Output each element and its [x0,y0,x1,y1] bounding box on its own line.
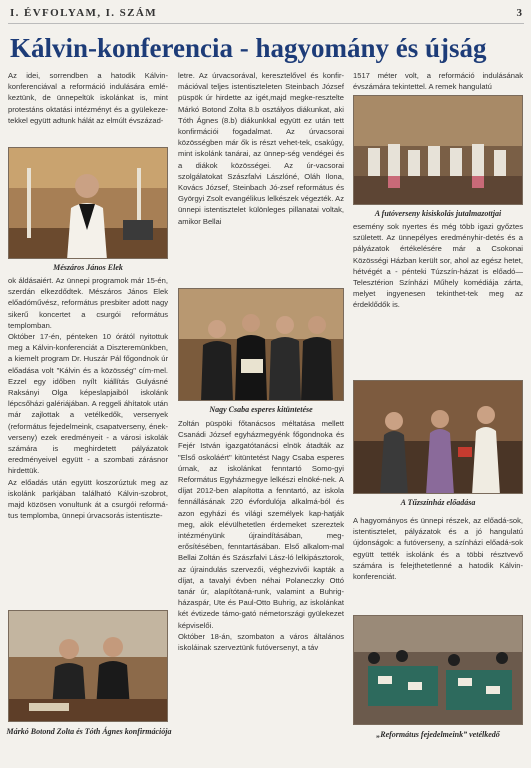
photo-fejedelmeink [353,615,523,725]
paragraph: Október 18-án, szombaton a város általános iskoláinak szerveztünk futóversenyt, a táv [178,631,344,653]
photo-tuzszinhaz [353,380,523,494]
paragraph: letre. Az úrvacsorával, keresztelővel és konfir-mációval teljes istentiszteleten Steinbach József püspök úr hirdette az igét,majd megke-resztelte Márkó Botond Zolta 8.b osztályos diákunkat, aki Tóth Ágnes (8.b) diákunkkal együtt ez után tett konfirmációi fogadalmat. Az úrvacsorai közösségben már ők is részt vehet-tek, csakúgy, mint iskolánk tanárai, az ünnep-ség vendégei és a diákok közösségei. Az úr-vacsorai szolgálatokat Szászfalvi Lászlóné, Oláh Ilona, Kovács József, Steinbach Jó-zsef református és Györgyi Zsolt evangélikus lelkészek végezték. Az ünnepi istentisztelet különleges pillanatai voltak, amikor Bellai [178,71,344,226]
photo-konfirmacio-image [9,611,168,722]
caption-photo5: A Tűzszínház előadása [400,498,476,507]
page-number: 3 [516,7,522,19]
photo-meszaros [8,147,168,259]
photo-meszaros-image [9,148,168,259]
caption-photo1: Mészáros János Elek [53,263,123,272]
article-headline: Kálvin-konferencia - hagyomány és újság [10,33,487,63]
photo-futoverseny [353,95,523,205]
paragraph: Zoltán püspöki főtanácsos méltatása mellett Csanádi József egyházmegyénk főgondnoka és Fejér István igazgatótanácsi elnök átadták az "Első oskoláért" kitüntetést Nagy Csaba esperes úrnak, az iskolánkat fenntartó Somo-gyi Református Egyházmegye lelkészi elnöké-nek. A díjat 2012-ben alapította a fenntartó, az iskola fennállásának 220 évfordulója alkalmá-ból és azon egyházi és világi személyek kap-hatják meg, akik elévülhetetlen érdemeket szereztek intézményünk újraindításában, meg-erősítésében, fenntartásában. Első alkalom-mal Bellai Zoltán és Szászfalvi Lász-ló lelkipásztorok, az újraindulás szervezői, véghezvivői kapták a díjat, a tavalyi évben néhai Polaneczky Ottó tanár úr, alapítótaná-runk, valamint a Buhrig-házaspár, Ute és Paul-Otto Buhrig, az iskolánkat két évtizede támo-gató németországi gyülekezet képviselői. [178,419,344,630]
caption-photo3: Márkó Botond Zolta és Tóth Ágnes konfirmációja [6,727,172,736]
photo-nagy-csaba-image [179,289,344,401]
column-3-bottom [353,515,523,582]
photo-konfirmacio [8,610,168,722]
paragraph: ok áldásaiért. Az ünnepi programok már 15-én, szerdán elkezdődtek. Mészáros János Elek előadóművész, református presbiter adott nagy sikerű koncertet a csurgói református templomban. [8,276,168,330]
photo-tuzszinhaz-image [354,381,523,494]
paragraph: esemény sok nyertes és még több igazi győztes született. Az ünnepélyes eredményhir-detés és a pályázatok értékelésére már a Csokonai Közösségi Házban került sor, ahol az egész hetet, hétvégét a - pénteki Túzszín-házat is előadó—Telesztérion Színházi Műhely komédiája zárta, melyet ingyenesen tekinthet-tek meg az érdeklődők is. [353,222,523,310]
page-header [8,6,524,24]
photo-nagy-csaba [178,288,344,401]
caption-photo2: Nagy Csaba esperes kitüntetése [209,405,313,414]
caption-photo6: „Református fejedelmeink” vetélkedő [376,730,500,739]
photo-futoverseny-image [354,96,523,205]
column-2-top [178,70,344,227]
paragraph: A hagyományos és ünnepi részek, az előadá-sok, istentisztelet, pályázatok és a jó hangulatú újdonságok: a futóverseny, a színházi előadá-sok együtt tették iskolánk és a többi résztvevő számára is felejthetetlenné a hatodik Kálvin-konferenciát. [353,516,523,582]
column-1-middle [8,275,168,521]
running-head: I. ÉVFOLYAM, I. SZÁM [10,7,157,19]
column-3-top [353,70,523,92]
caption-photo4: A futóverseny kisiskolás jutalmazottjai [374,209,502,218]
column-1-top [8,70,168,126]
paragraph: Október 17-én, pénteken 10 órától nyitottuk meg a Kálvin-konferenciát a Diszteremünkben, a kiemelt program Dr. Huszár Pál főgondnok úr előadása volt "Kálvin és a közösség" cím-mel. Ezzel egy időben nyílt kiállítás Gulyásné Raksányi Olga képeslapjaiból iskolánk lépcsőházi galériájában. A reggeli áhítatok után már zajlottak a vetélkedők, versenyek (református fejedelmeink, csapatverseny, ének-verseny) ezek eredményeit - a városi iskolák számára is meghirdetett pályázatok eredményeivel együtt - a szombati zárásnor hirdettük. [8,332,168,476]
photo-fejedelmeink-image [354,616,523,725]
paragraph: Az előadás után együtt koszorúztuk meg az iskolánk parkjában található Kálvin-szobrot, majd közösen vonultunk át a csurgói reformá-tus templomba, ünnepi úrvacsorás istentiszte- [8,477,168,521]
column-3-middle [353,221,523,311]
column-2-bottom [178,418,344,653]
paragraph: 1517 méter volt, a reformáció indulásának évszámára tekintettel. A remek hangulatú [353,71,523,92]
paragraph: Az idei, sorrendben a hatodik Kálvin-konferenciával a reformáció indulására emlé-keztünk, de ünnepeltük iskolánkat is, mint protestáns oktatási intézményt és a gyülekeze-tekkel együtt adtunk hálát az elmúlt évszázad- [8,71,168,125]
